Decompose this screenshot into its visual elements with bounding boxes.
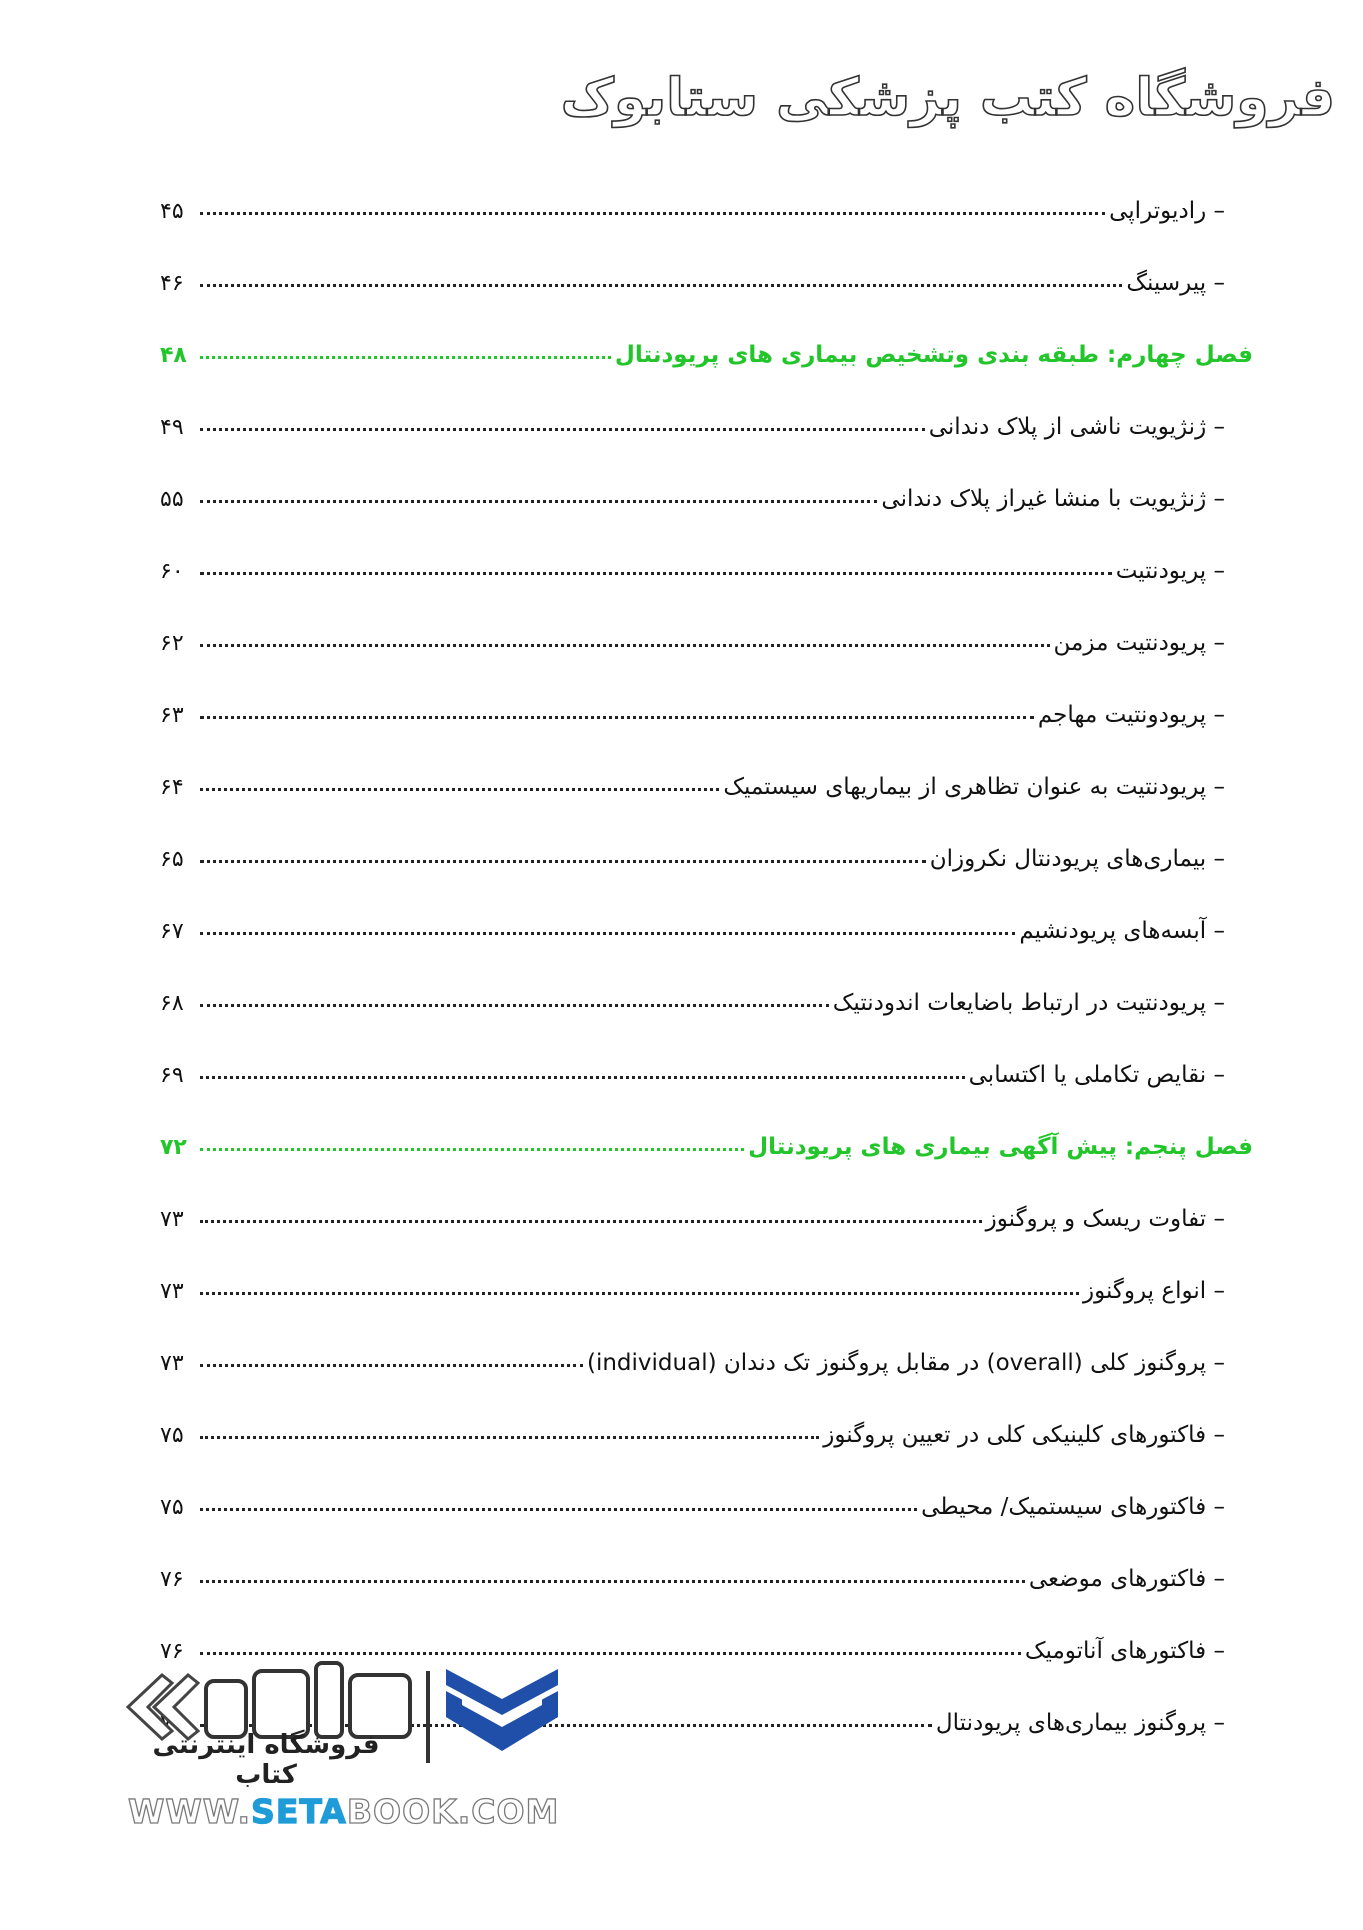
leader-dots: [200, 212, 1105, 215]
toc-entry[interactable]: [160, 1044, 1225, 1088]
toc-page-number: ۷۳: [160, 1279, 184, 1304]
toc-entry[interactable]: [160, 252, 1225, 296]
toc-entry-title: – پریودنتیت مزمن: [1053, 630, 1225, 656]
leader-dots: [200, 788, 719, 791]
leader-dots: [200, 1004, 829, 1007]
toc-page-number: ۶۹: [160, 1063, 184, 1088]
leader-dots: [200, 1148, 744, 1151]
toc-entry-title: – پیرسینگ: [1126, 270, 1225, 296]
toc-page-number: ۷۶: [160, 1567, 184, 1592]
toc-entry-title: – آبسه‌های پریودنشیم: [1019, 918, 1225, 944]
toc-entry[interactable]: [160, 1188, 1225, 1232]
leader-dots: [200, 644, 1050, 647]
toc-entry[interactable]: [160, 540, 1225, 584]
toc-entry-title: – پریودنتیت: [1115, 558, 1225, 584]
toc-page-number: ۷۶: [160, 1639, 184, 1664]
toc-entry-title: – پروگنوز بیماری‌های پریودنتال: [935, 1710, 1225, 1736]
toc-entry-title: – رادیوتراپی: [1109, 198, 1225, 224]
leader-dots: [200, 500, 877, 503]
toc-page-number: ۶۳: [160, 703, 184, 728]
toc-page-number: ۶۵: [160, 847, 184, 872]
toc-entry[interactable]: [160, 1260, 1225, 1304]
leader-dots: [200, 1580, 1025, 1583]
toc-entry[interactable]: [160, 972, 1225, 1016]
toc-entry-title: – پریودونتیت مهاجم: [1037, 702, 1225, 728]
leader-dots: [200, 1508, 917, 1511]
toc-entry[interactable]: [160, 396, 1225, 440]
toc-entry[interactable]: [160, 756, 1225, 800]
url-suffix: BOOK.COM: [346, 1792, 560, 1831]
toc-entry-title: فصل چهارم: طبقه بندی وتشخیص بیماری های پریودنتال: [614, 342, 1253, 368]
toc-entry-title: – فاکتورهای موضعی: [1028, 1566, 1225, 1592]
leader-dots: [200, 1364, 583, 1367]
toc-page-number: ۶۸: [160, 991, 184, 1016]
toc-entry[interactable]: [160, 180, 1225, 224]
leader-dots: [200, 716, 1034, 719]
toc-page-number: ۷۳: [160, 1207, 184, 1232]
toc-entry[interactable]: [160, 828, 1225, 872]
leader-dots: [200, 428, 925, 431]
toc-entry-title: – پروگنوز کلی (overall) در مقابل پروگنوز تک دندان (individual): [586, 1350, 1225, 1376]
leader-dots: [200, 1292, 1079, 1295]
toc-entry-title: – فاکتورهای آناتومیک: [1024, 1638, 1225, 1664]
toc-entry[interactable]: [160, 612, 1225, 656]
leader-dots: [200, 572, 1112, 575]
toc-page-number: ۷۵: [160, 1495, 184, 1520]
toc-entry[interactable]: [160, 684, 1225, 728]
toc-entry-title: – پریودنتیت به عنوان تظاهری از بیماریهای سیستمیک: [723, 774, 1225, 800]
leader-dots: [200, 1436, 819, 1439]
toc-entry-title: – ژنژیویت با منشا غیراز پلاک دندانی: [881, 486, 1225, 512]
toc-page-number: ۶۴: [160, 775, 184, 800]
toc-entry[interactable]: [160, 1476, 1225, 1520]
toc-page-number: ۷۲: [160, 1135, 187, 1160]
toc-entry[interactable]: [160, 1332, 1225, 1376]
logo-subtitle: فروشگاه اینترنتی کتاب: [152, 1730, 380, 1790]
leader-dots: [200, 932, 1015, 935]
toc-chapter-heading[interactable]: [160, 324, 1253, 368]
toc-page-number: ۶۷: [160, 919, 184, 944]
toc-page-number: ۵۵: [160, 487, 184, 512]
toc-page-number: ۶۰: [160, 559, 184, 584]
toc-entry[interactable]: [160, 900, 1225, 944]
toc-entry-title: فصل پنجم: پیش آگهی بیماری های پریودنتال: [748, 1134, 1253, 1160]
website-url[interactable]: [128, 1792, 578, 1831]
url-brand-highlight: SETA: [251, 1792, 347, 1831]
toc-entry-title: – تفاوت ریسک و پروگنوز: [985, 1206, 1225, 1232]
toc-entry-title: – انواع پروگنوز: [1083, 1278, 1225, 1304]
toc-page-number: ۷۵: [160, 1423, 184, 1448]
table-of-contents: [160, 170, 1253, 1740]
toc-entry-title: – پریودنتیت در ارتباط باضایعات اندودنتیک: [832, 990, 1225, 1016]
toc-chapter-heading[interactable]: [160, 1116, 1253, 1160]
leader-dots: [200, 1076, 965, 1079]
toc-entry-title: – ژنژیویت ناشی از پلاک دندانی: [928, 414, 1225, 440]
leader-dots: [200, 356, 611, 359]
toc-entry[interactable]: [160, 1548, 1225, 1592]
toc-page-number: ۴۵: [160, 199, 184, 224]
leader-dots: [200, 284, 1122, 287]
url-prefix: WWW.: [128, 1792, 252, 1831]
toc-entry-title: – بیماری‌های پریودنتال نکروزان: [929, 846, 1225, 872]
leader-dots: [200, 860, 926, 863]
toc-entry-title: – فاکتورهای کلینیکی کلی در تعیین پروگنوز: [823, 1422, 1225, 1448]
toc-page-number: ۴۹: [160, 415, 184, 440]
toc-entry-title: – فاکتورهای سیستمیک/ محیطی: [921, 1494, 1225, 1520]
toc-entry-title: – نقایص تکاملی یا اکتسابی: [968, 1062, 1225, 1088]
toc-page-number: ۷۳: [160, 1351, 184, 1376]
store-header: فروشگاه کتب پزشکی ستابوک: [560, 68, 1335, 128]
toc-entry[interactable]: [160, 468, 1225, 512]
toc-page-number: ۶۲: [160, 631, 184, 656]
toc-page-number: ۴۸: [160, 343, 187, 368]
toc-entry[interactable]: [160, 1404, 1225, 1448]
leader-dots: [200, 1220, 982, 1223]
toc-page-number: ۴۶: [160, 271, 184, 296]
